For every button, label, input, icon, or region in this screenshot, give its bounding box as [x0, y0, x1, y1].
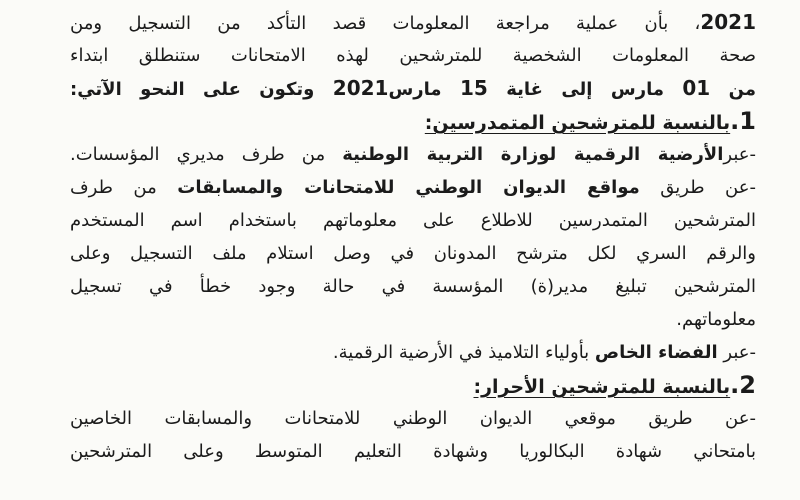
text-segment: ، بأن عملية مراجعة المعلومات قصد التأكد من التسجيل ومن	[70, 13, 701, 34]
paragraph-line-1	[70, 6, 756, 39]
text-segment: مارس	[388, 79, 442, 100]
section-number: 1.	[730, 107, 756, 135]
partial-top-line	[250, 0, 790, 2]
text-segment: -عن طريق	[660, 177, 756, 198]
text-segment: من طرف مديري المؤسسات.	[70, 144, 326, 165]
list-item-1	[70, 138, 756, 171]
text-segment: من	[728, 79, 756, 100]
list-item-2	[70, 171, 756, 204]
bold-phrase: الأرضية الرقمية لوزارة التربية الوطنية	[342, 144, 724, 165]
bold-phrase: الفضاء الخاص	[594, 342, 718, 363]
end-day: 15	[459, 76, 488, 100]
list-item-2-line-4: المترشحين تبليغ مدير(ة) المؤسسة في حالة وجود خطأ في تسجيل	[70, 276, 756, 297]
section-title: بالنسبة للمترشحين الأحرار:	[473, 376, 731, 398]
year: 2021	[700, 10, 756, 34]
text-segment: -عبر	[723, 144, 756, 165]
section-heading-2	[70, 369, 756, 402]
text-segment: وتكون على النحو الآتي:	[70, 79, 315, 100]
text-segment: بأولياء التلاميذ في الأرضية الرقمية.	[332, 342, 590, 363]
year: 2021	[332, 76, 389, 100]
bold-phrase: مواقع الديوان الوطني للامتحانات والمسابقات	[177, 177, 640, 198]
paragraph-line-3	[70, 72, 756, 105]
section-2-line-2: بامتحاني شهادة البكالوريا وشهادة التعليم المتوسط وعلى المترشحين	[70, 441, 756, 462]
text-segment: مارس إلى غاية	[506, 79, 664, 100]
list-item-3	[70, 336, 756, 369]
list-item-2-line-5: معلوماتهم.	[676, 309, 756, 330]
section-2-line-1: -عن طريق موقعي الديوان الوطني للامتحانات والمسابقات الخاصين	[70, 408, 756, 429]
section-heading-1	[70, 105, 756, 138]
document-body	[70, 6, 756, 468]
section-number: 2.	[730, 371, 756, 399]
section-title: بالنسبة للمترشحين المتمدرسين:	[424, 112, 731, 134]
list-item-2-line-3: والرقم السري لكل مترشح المدونان في وصل استلام ملف التسجيل وعلى	[70, 243, 756, 264]
text-segment: من طرف	[70, 177, 157, 198]
text-segment: -عبر	[723, 342, 756, 363]
start-day: 01	[682, 76, 711, 100]
paragraph-line-2: صحة المعلومات الشخصية للمترشحين لهذه الامتحانات ستنطلق ابتداء	[70, 45, 756, 66]
list-item-2-line-2: المترشحين المتمدرسين للاطلاع على معلوماتهم باستخدام اسم المستخدم	[70, 210, 756, 231]
